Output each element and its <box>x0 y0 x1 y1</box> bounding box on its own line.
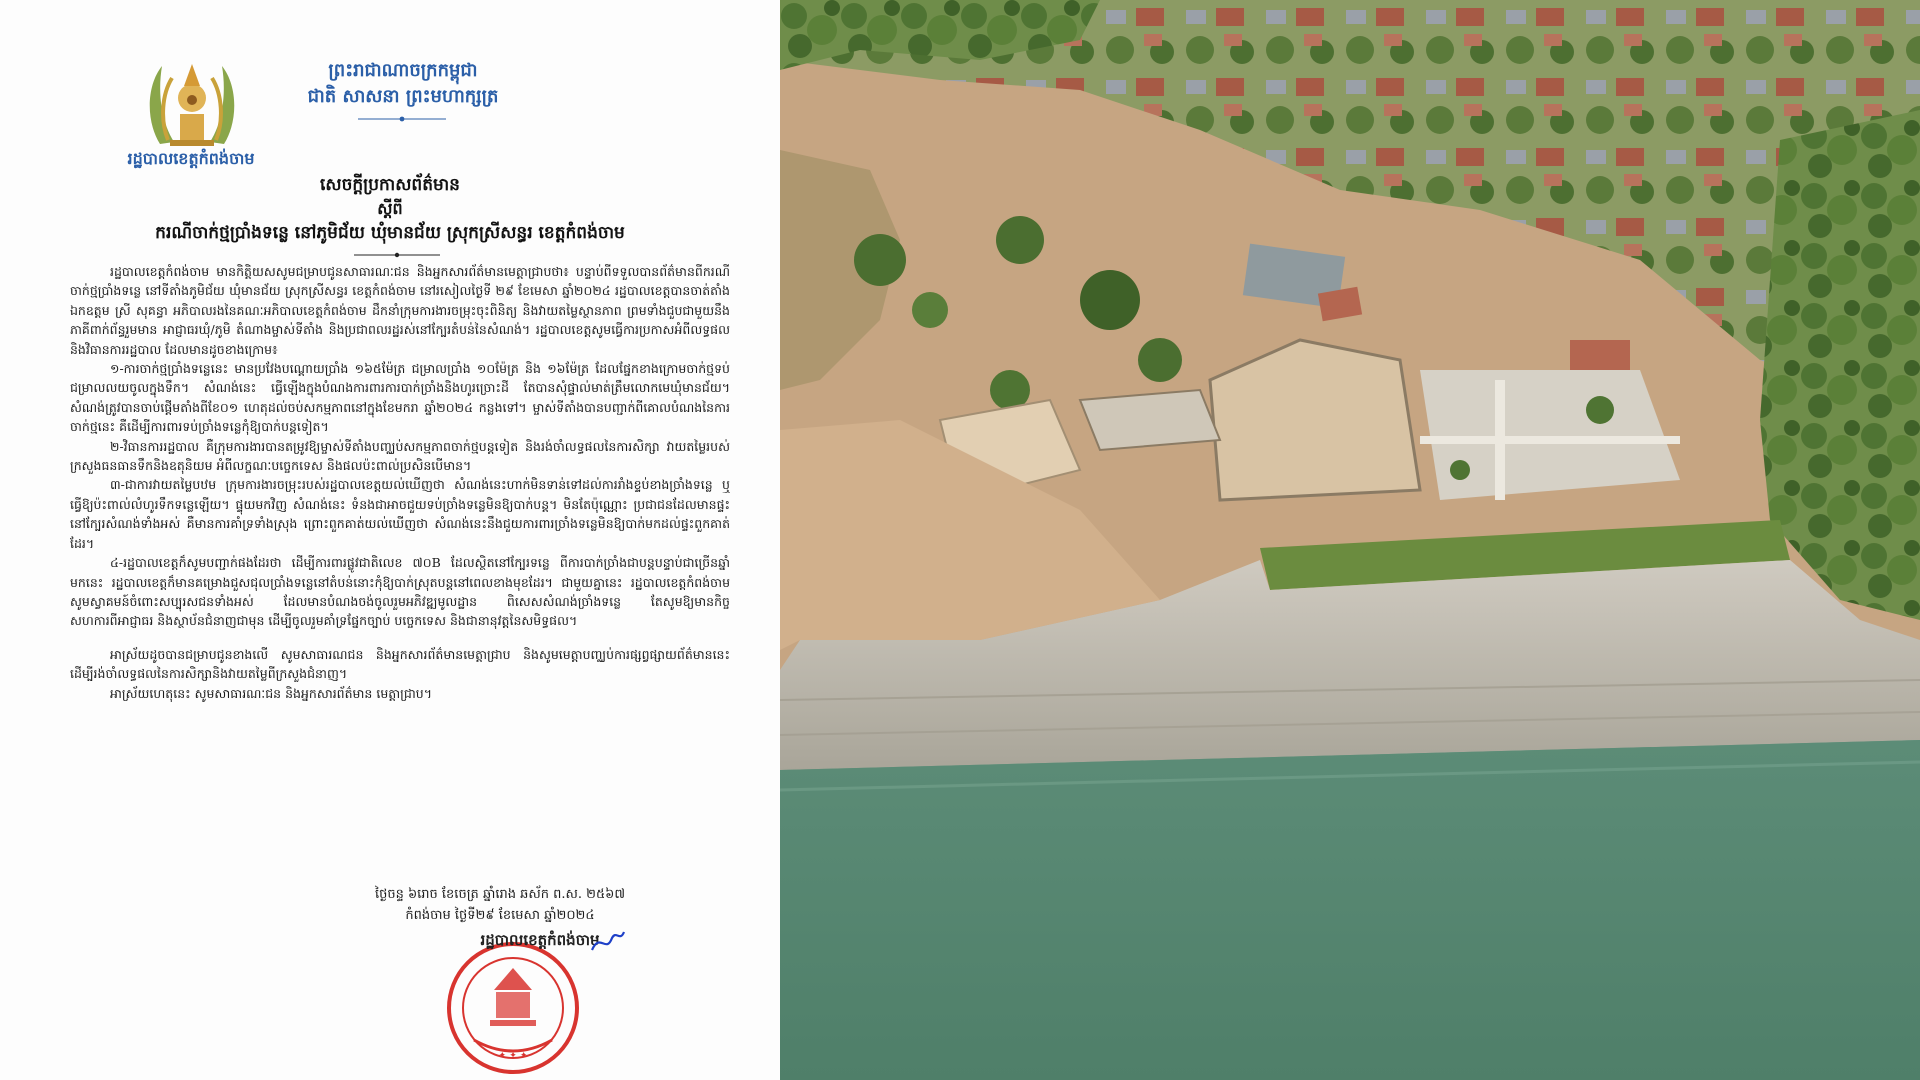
kingdom-line-1: ព្រះរាជាណាចក្រកម្ពុជា <box>328 60 478 81</box>
date-solar: កំពង់ចាម ថ្ងៃទី២៩ ខែមេសា ឆ្នាំ២០២៤ <box>405 908 595 923</box>
press-release-document <box>0 0 780 1080</box>
paragraph-point-3: ៣-ជាការវាយតម្លៃបឋម ក្រុមការងារចម្រុះរបស់រដ្ឋបាលខេត្តយល់ឃើញថា សំណង់នេះហាក់មិនទាន់ទៅដល់ការរាំងខ្ទប់ខាងច្រាំងទន្លេ ឬធ្វើឱ្យប៉ះពាល់លំហូរទឹកទន្លេឡើយ។ ផ្ទុយមកវិញ សំណង់នេះ ទំនងជាអាចជួយទប់ច្រាំងទន្លេមិនឱ្យបាក់បន្ត។ មិនតែប៉ុណ្ណោះ ប្រជាជនដែលមានផ្ទះនៅក្បែរសំណង់ទាំងអស់ គឺមានការគាំទ្រទាំងស្រុង ព្រោះពួកគាត់យល់ឃើញថា សំណង់នេះនឹងជួយការពារច្រាំងទន្លេមិនឱ្យបាក់មកដល់ផ្ទះពួកគាត់ដែរ។ <box>70 477 730 551</box>
paragraph-intro: រដ្ឋបាលខេត្តកំពង់ចាម មានកិត្តិយសសូមជម្រាបជូនសាធារណៈជន និងអ្នកសារព័ត៌មានមេត្តាជ្រាបថា៖ បន្ទាប់ពីទទួលបានព័ត៌មានពីករណីចាក់ថ្មប្រាំងទន្លេ នៅទីតាំងភូមិជ័យ ឃុំមានជ័យ ស្រុកស្រីសន្ធរ ខេត្តកំពង់ចាម នៅរសៀលថ្ងៃទី ២៩ ខែមេសា ឆ្នាំ២០២៤ រដ្ឋបាលខេត្តបានចាត់តាំង ឯកឧត្តម ស្រី សុគន្ធា អភិបាលរងនៃគណៈអភិបាលខេត្តកំពង់ចាម ដឹកនាំក្រុមការងារចម្រុះចុះពិនិត្យ និងវាយតម្លៃស្ថានភាព ព្រមទាំងជួបជាមួយនឹងភាគីពាក់ព័ន្ធរួមមាន អាជ្ញាធរឃុំ/ភូមិ តំណាងម្ចាស់ទីតាំង និងប្រជាពលរដ្ឋរស់នៅក្បែរតំបន់នៃសំណង់។ រដ្ឋបាលខេត្តសូមធ្វើការប្រកាសអំពីលទ្ធផល និងវិធានការរដ្ឋបាល ដែលមានដូចខាងក្រោម៖ <box>70 264 730 357</box>
document-title: សេចក្តីប្រកាសព័ត៌មាន <box>320 175 460 195</box>
paragraph-closing-2: អាស្រ័យហេតុនេះ សូមសាធារណៈជន និងអ្នកសារព័ត៌មាន មេត្តាជ្រាប។ <box>110 685 432 701</box>
date-lunar: ថ្ងៃចន្ទ ៦រោច ខែចេត្រ ឆ្នាំរោង ឆស័ក ព.ស. ២៥៦៧ <box>374 887 626 902</box>
document-heading <box>60 172 720 246</box>
paragraph-point-1: ១-ការចាក់ថ្មប្រាំងទន្លេនេះ មានប្រវែងបណ្តោយប្រាំង ១៦៥ម៉ែត្រ ជម្រាលប្រាំង ១០ម៉ែត្រ និង ១៦ម៉ែត្រ ដែលផ្នែកខាងក្រោមចាក់ថ្មទប់ជម្រាលលយចូលក្នុងទឹក។ សំណង់នេះ ធ្វើឡើងក្នុងបំណងការពារការបាក់ច្រាំងនិងហូរច្រោះដី តែបានសុំផ្ទាល់មាត់ត្រឹមលោកមេឃុំមានជ័យ។ សំណង់ត្រូវបានចាប់ផ្តើមតាំងពីខែ០១ ហេតុដល់ចប់សកម្មភាពនៅក្នុងខែមករា ឆ្នាំ២០២៤ កន្លងទៅ។ ម្ចាស់ទីតាំងបានបញ្ជាក់ពីគោលបំណងនៃការចាក់ថ្មនេះ គឺដើម្បីការពារទប់ច្រាំងទន្លេកុំឱ្យបាក់បន្តទៀត។ <box>70 361 730 435</box>
kingdom-motto <box>278 58 528 110</box>
document-body <box>70 262 730 703</box>
government-emblem-icon <box>140 56 244 152</box>
ornament-divider-icon <box>354 252 440 258</box>
official-seal-icon <box>434 940 592 1076</box>
ornament-divider-icon <box>358 116 446 122</box>
document-subtitle: ស្តីពី <box>377 199 403 218</box>
kingdom-line-2: ជាតិ សាសនា ព្រះមហាក្សត្រ <box>307 86 499 107</box>
document-subject: ករណីចាក់ថ្មប្រាំងទន្លេ នៅភូមិជ័យ ឃុំមានជ័យ ស្រុកស្រីសន្ធរ ខេត្តកំពង់ចាម <box>155 223 625 243</box>
paragraph-point-4: ៤-រដ្ឋបាលខេត្តក៏សូមបញ្ជាក់ផងដែរថា ដើម្បីការពារផ្លូវជាតិលេខ ៧០B ដែលស្ថិតនៅក្បែរទន្លេ ពីការបាក់ច្រាំងជាបន្តបន្ទាប់ជាច្រើនឆ្នាំមកនេះ រដ្ឋបាលខេត្តក៏មានគម្រោងជួសជុលប្រាំងទន្លេនៅតំបន់នោះកុំឱ្យបាក់ស្រុតបន្តនៅពេលខាងមុខដែរ។ ជាមួយគ្នានេះ រដ្ឋបាលខេត្តកំពង់ចាមសូមស្វាគមន៍ចំពោះសប្បុរសជនទាំងអស់ ដែលមានបំណងចង់ចូលរួមអភិវឌ្ឍមូលដ្ឋាន ពិសេសសំណង់ច្រាំងទន្លេ តែសូមឱ្យមានកិច្ចសហការពីអាជ្ញាធរ និងស្ថាប័នជំនាញជាមុន ដើម្បីចូលរួមគាំទ្រផ្នែកច្បាប់ បច្ចេកទេស និងជានានុវត្តនៃសមិទ្ធផល។ <box>70 555 730 629</box>
issuer-name: រដ្ឋបាលខេត្តកំពង់ចាម <box>127 149 255 168</box>
svg-text:✦ ✦ ✦: ✦ ✦ ✦ <box>498 1051 528 1061</box>
aerial-photo-riverbank-embankment <box>780 0 1920 1080</box>
document-date <box>320 884 680 926</box>
river-water <box>780 740 1920 1080</box>
paragraph-point-2: ២-វិធានការរដ្ឋបាល គឺក្រុមការងារបានតម្រូវឱ្យម្ចាស់ទីតាំងបញ្ឈប់សកម្មភាពចាក់ថ្មបន្តទៀត និងរង់ចាំលទ្ធផលនៃការសិក្សា វាយតម្លៃរបស់ក្រសួងធនធានទឹកនិងឧតុនិយម អំពីលក្ខណៈបច្ចេកទេស និងផលប៉ះពាល់ប្រសិនបើមាន។ <box>70 438 730 474</box>
signature-icon <box>588 928 628 956</box>
paragraph-closing-1: អាស្រ័យដូចបានជម្រាបជូនខាងលើ សូមសាធារណជន និងអ្នកសារព័ត៌មានមេត្តាជ្រាប និងសូមមេត្តាបញ្ឈប់ការផ្សព្វផ្សាយព័ត៌មាននេះ ដើម្បីរង់ចាំលទ្ធផលនៃការសិក្សានិងវាយតម្លៃពីក្រសួងជំនាញ។ <box>70 646 730 682</box>
signer-name: រដ្ឋបាលខេត្តកំពង់ចាម <box>480 931 600 949</box>
